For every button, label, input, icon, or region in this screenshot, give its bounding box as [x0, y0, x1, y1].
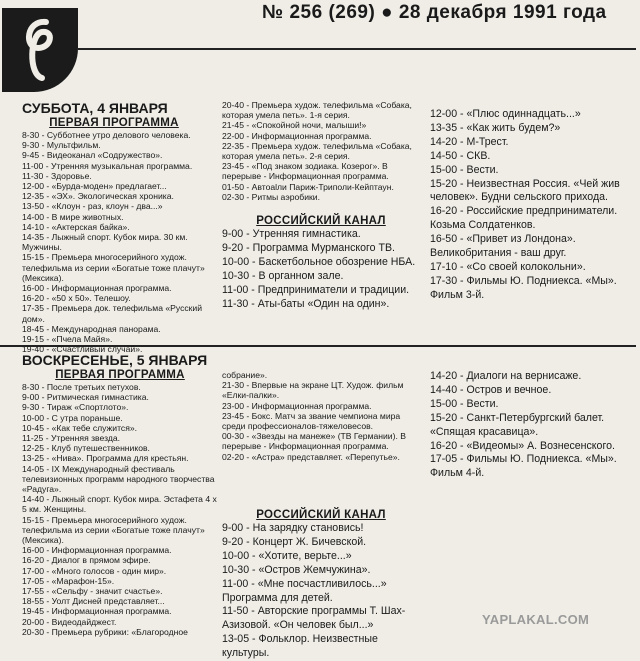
program-entry: 9-20 - Концерт Ж. Бичевской.	[222, 535, 367, 548]
program-entry: 17-30 - Фильмы Ю. Подниекса. «Мы». Фильм 3-й.	[430, 274, 617, 301]
program-entry: 9-45 - Видеоканал «Содружество».	[22, 150, 163, 161]
program-entry: 14-35 - Лыжный спорт. Кубок мира. 30 км. Мужчины.	[22, 232, 188, 253]
program-entry: 17-35 - Премьера док. телефильма «Русский дом».	[22, 303, 203, 324]
saturday-title: СУББОТА, 4 ЯНВАРЯ	[22, 100, 168, 116]
program-entry: 14-05 - IX Международный фестиваль телевизионных программ народного творчества «Радуга».	[22, 463, 215, 495]
program-entry: 17-05 - «Марафон-15».	[22, 575, 115, 586]
program-entry: 19-15 - «Пчела Майя».	[22, 334, 113, 345]
program-entry: 12-35 - «ЭХ». Экологическая хроника.	[22, 191, 174, 202]
program-entry: 15-20 - Санкт-Петербургский балет. «Спящая красавица».	[430, 411, 605, 438]
newspaper-logo-icon	[2, 8, 78, 92]
program-entry: 02-30 - Ритмы аэробики.	[222, 191, 320, 202]
program-entry: 20-40 - Премьера худож. телефильма «Собака, которая умела петь». 1-я серия.	[222, 100, 412, 121]
program-entry: 18-45 - Международная панорама.	[22, 323, 161, 334]
program-entry: 15-00 - Вести.	[430, 397, 499, 410]
program-entry: 17-00 - «Много голосов - один мир».	[22, 565, 167, 576]
program-entry: 10-30 - «Остров Жемчужина».	[222, 563, 371, 576]
sunday-russian-channel-list-cont	[430, 370, 628, 481]
program-entry: 21-30 - Впервые на экране ЦТ. Худож. фильм «Елки-палки».	[222, 380, 404, 401]
program-entry: 10-00 - Баскетбольное обозрение НБА.	[222, 255, 416, 268]
program-entry: 20-30 - Премьера рубрики: «Благородное	[22, 626, 188, 637]
sunday-first-channel-list	[22, 382, 218, 637]
program-entry: 14-00 - В мире животных.	[22, 211, 124, 222]
program-entry: 23-45 - «Под знаком зодиака. Козерог». В перерыве - Информационная программа.	[222, 161, 389, 182]
program-entry: 10-00 - «Хотите, верьте...»	[222, 549, 352, 562]
watermark: YAPLAKAL.COM	[482, 612, 590, 627]
program-entry: 11-00 - Утренняя музыкальная программа.	[22, 160, 193, 171]
program-entry: 11-50 - Авторские программы Т. Шах-Азизовой. «Он человек был...»	[222, 605, 406, 632]
program-entry: 10-30 - В органном зале.	[222, 269, 344, 282]
program-entry: собрание».	[222, 370, 268, 380]
program-entry: 12-00 - «Бурда-моден» предлагает...	[22, 181, 167, 192]
program-entry: 13-05 - Фольклор. Неизвестные культуры.	[222, 633, 378, 660]
sunday-first-channel-title: ПЕРВАЯ ПРОГРАММА	[55, 369, 185, 381]
program-entry: 12-25 - Клуб путешественников.	[22, 443, 150, 454]
sunday-column-1	[22, 352, 218, 644]
program-entry: 15-00 - Вести.	[430, 163, 499, 176]
program-entry: 15-15 - Премьера многосерийного худож. телефильма из серии «Богатые тоже плачут» (Мексика).	[22, 252, 205, 283]
program-entry: 10-45 - «Как тебе служится».	[22, 422, 138, 433]
program-entry: 13-25 - «Нива». Программа для крестьян.	[22, 453, 189, 464]
program-entry: 17-10 - «Со своей колокольни».	[430, 260, 586, 273]
header-divider	[78, 48, 636, 50]
program-entry: 17-55 - «Сельфу - значит счастье».	[22, 586, 163, 597]
sunday-russian-channel-title: РОССИЙСКИЙ КАНАЛ	[256, 509, 386, 521]
program-entry: 12-00 - «Плюс одиннадцать...»	[430, 108, 581, 120]
program-entry: 19-45 - Информационная программа.	[22, 606, 172, 617]
program-entry: 8-30 - Субботнее утро делового человека.	[22, 130, 191, 140]
program-entry: 17-05 - Фильмы Ю. Подниекса. «Мы». Фильм 4-й.	[430, 453, 617, 480]
program-entry: 15-15 - Премьера многосерийного худож. телефильма из серии «Богатые тоже плачут» (Мексика).	[22, 514, 205, 546]
program-entry: 14-40 - Остров и вечное.	[430, 383, 552, 396]
saturday-russian-channel-list	[222, 228, 420, 311]
program-entry: 10-00 - С утра пораньше.	[22, 412, 123, 423]
program-entry: 11-30 - Здоровье.	[22, 170, 92, 181]
program-entry: 22-35 - Премьера худож. телефильма «Собака, которая умела петь». 2-я серия.	[222, 140, 412, 162]
program-entry: 11-00 - Предприниматели и традиции.	[222, 283, 410, 296]
program-entry: 15-20 - Неизвестная Россия. «Чей жив человек». Будни сельского прихода.	[430, 177, 620, 204]
program-entry: 11-30 - Аты-баты «Один на один».	[222, 297, 390, 310]
program-entry: 9-00 - Ритмическая гимнастика.	[22, 392, 149, 403]
program-entry: 14-40 - Лыжный спорт. Кубок мира. Эстафета 4 х 5 км. Женщины.	[22, 494, 217, 515]
program-entry: 19-40 - «Счастливый случай».	[22, 344, 143, 355]
program-entry: 9-00 - На зарядку становись!	[222, 522, 364, 534]
sunday-russian-column-2	[222, 508, 420, 660]
sunday-column-3	[430, 370, 628, 510]
program-entry: 01-50 - Автоalли Париж-Триполи-Кейптаун.	[222, 181, 394, 192]
saturday-column-2	[222, 100, 420, 222]
program-entry: 16-00 - Информационная программа.	[22, 283, 172, 294]
program-entry: 23-00 - Информационная программа.	[222, 400, 372, 411]
saturday-column-1	[22, 100, 206, 355]
sunday-column-2	[222, 370, 420, 500]
program-entry: 23-45 - Бокс. Матч за звание чемпиона мира среди профессионалов-тяжеловесов.	[222, 410, 401, 432]
program-entry: 13-50 - «Клоун - раз, клоун - два...»	[22, 201, 163, 212]
program-entry: 11-00 - «Мне посчастливилось...» Программа для детей.	[222, 577, 387, 604]
saturday-first-channel-title: ПЕРВАЯ ПРОГРАММА	[49, 117, 179, 129]
sunday-title: ВОСКРЕСЕНЬЕ, 5 ЯНВАРЯ	[22, 352, 208, 368]
saturday-first-channel-list	[22, 130, 206, 354]
program-entry: 8-30 - После третьих петухов.	[22, 382, 141, 392]
program-entry: 9-30 - Мультфильм.	[22, 140, 101, 151]
program-entry: 13-35 - «Как жить будем?»	[430, 121, 561, 134]
program-entry: 16-50 - «Привет из Лондона». Великобритания - ваш друг.	[430, 233, 576, 260]
saturday-column-3	[430, 108, 628, 342]
program-entry: 9-30 - Тираж «Спортлото».	[22, 402, 129, 413]
program-entry: 16-20 - Диалог в прямом эфире.	[22, 555, 151, 566]
program-entry: 14-20 - М-Трест.	[430, 135, 509, 148]
saturday-first-channel-list-cont	[222, 100, 420, 202]
program-entry: 16-20 - «Видеомы» А. Вознесенского.	[430, 439, 615, 452]
program-entry: 14-50 - СКВ.	[430, 149, 491, 162]
program-entry: 16-20 - «50 х 50». Телешоу.	[22, 293, 131, 304]
program-entry: 14-20 - Диалоги на вернисаже.	[430, 370, 582, 382]
program-entry: 22-00 - Информационная программа.	[222, 130, 372, 141]
program-entry: 16-00 - Информационная программа.	[22, 545, 172, 556]
saturday-russian-channel-title: РОССИЙСКИЙ КАНАЛ	[256, 215, 386, 227]
program-entry: 21-45 - «Спокойной ночи, малыши!»	[222, 120, 367, 131]
sunday-russian-channel-list	[222, 522, 420, 661]
program-entry: 20-00 - Видеодайджест.	[22, 616, 117, 627]
sunday-first-channel-list-cont	[222, 370, 420, 462]
program-entry: 02-20 - «Астра» представляет. «Перепутье».	[222, 451, 400, 462]
program-entry: 9-00 - Утренняя гимнастика.	[222, 228, 361, 240]
program-entry: 14-10 - «Актерская байка».	[22, 221, 130, 232]
saturday-russian-column-2	[222, 214, 420, 344]
saturday-russian-channel-list-cont	[430, 108, 628, 303]
program-entry: 16-20 - Российские предприниматели. Козьма Солдатенков.	[430, 205, 618, 232]
program-entry: 18-55 - Уолт Дисней представляет...	[22, 596, 165, 607]
issue-header: № 256 (269) ● 28 декабря 1991 года	[262, 2, 607, 23]
program-entry: 11-25 - Утренняя звезда.	[22, 433, 121, 444]
program-entry: 9-20 - Программа Мурманского ТВ.	[222, 241, 395, 254]
program-entry: 00-30 - «Звезды на манеже» (ТВ Германии). В перерыве - Информационная программа.	[222, 431, 406, 452]
